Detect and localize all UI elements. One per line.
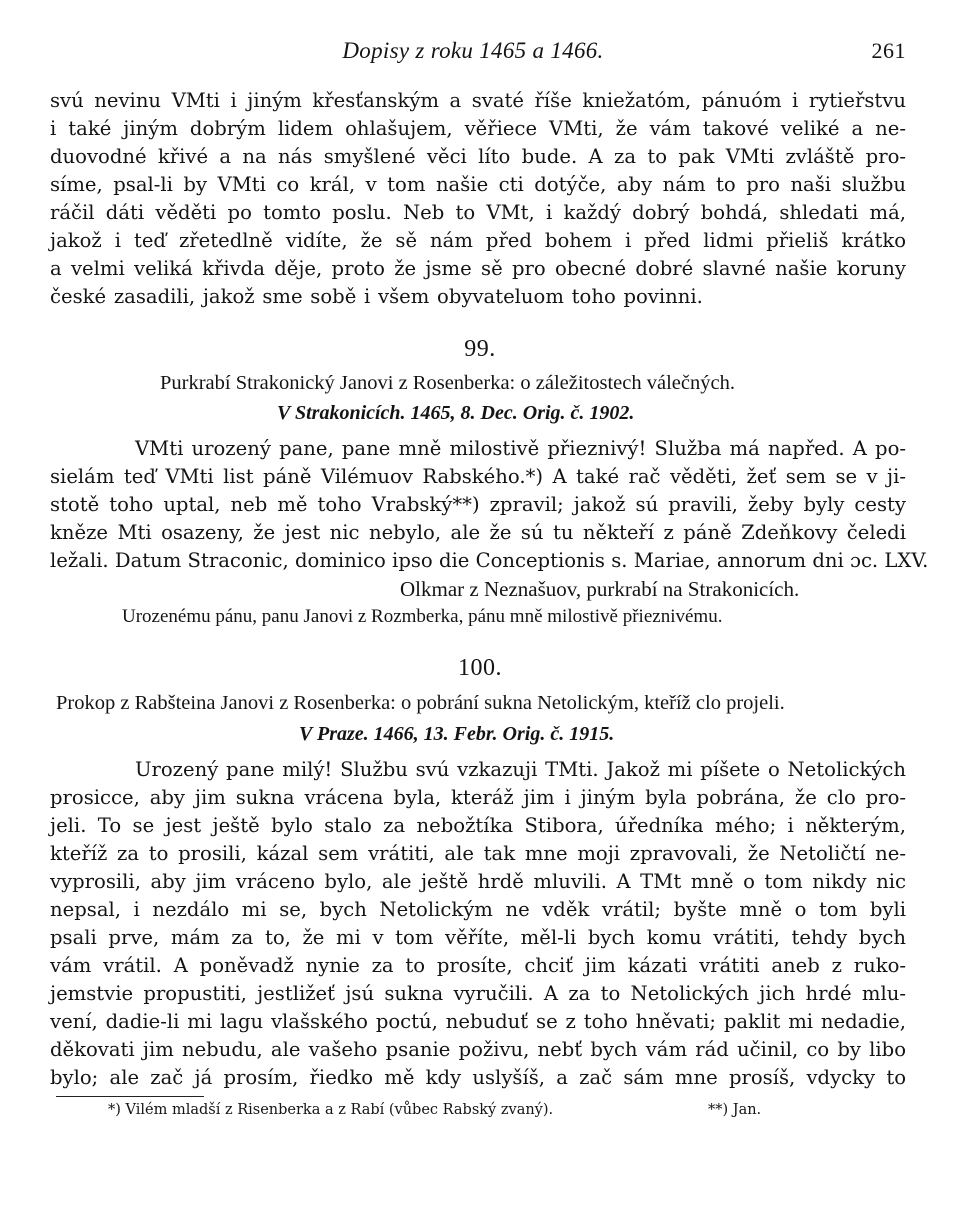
running-title: Dopisy z roku 1465 a 1466. <box>342 38 604 63</box>
letter-100-line: psali prve, mám za to, že mi v tom věříte, měl-li bych komu vrátiti, tehdy bych <box>50 926 906 949</box>
page-number: 261 <box>871 38 906 63</box>
letter-99-address: Urozenému pánu, panu Janovi z Rozmberka, pánu mně milostivě přieznivému. <box>122 606 723 627</box>
intro-line: ráčil dáti věděti po tomto poslu. Neb to VMt, i každý dobrý bohdá, shledati má, <box>50 201 906 224</box>
letter-100-regest: Prokop z Rabšteina Janovi z Rosenberka: o pobrání sukna Netolickým, kteříž clo projeli. <box>56 692 785 714</box>
intro-line: české zasadili, jakož sme sobě i všem obyvateluom toho povinni. <box>50 285 703 308</box>
letter-100-line: Urozený pane milý! Službu svú vzkazuji TMti. Jakož mi píšete o Netolických <box>135 758 906 781</box>
letter-100-line: vám vrátil. A poněvadž nynie za to prosíte, chciť jim kázati vrátiti aneb z ruko- <box>50 954 906 977</box>
letter-99-regest: Purkrabí Strakonický Janovi z Rosenberka: o záležitostech válečných. <box>160 372 735 394</box>
letter-99-line: stotě toho uptal, neb mě toho Vrabský**) zpravil; jakož sú pravili, žeby byly cesty <box>50 493 906 516</box>
letter-100-line: nepsal, i nezdálo mi se, bych Netolickým ne vděk vrátil; byšte mně o tom byli <box>50 898 906 921</box>
letter-100-line: kteříž za to prosili, kázal sem vrátiti, ale tak mne moji zpravovali, že Netoličtí ne- <box>50 842 906 865</box>
intro-line: jakož i teď zřetedlně vidíte, že sě nám před bohem i před lidmi přieliš krátko <box>50 229 906 252</box>
letter-100-line: vyprosili, aby jim vráceno bylo, ale ještě hrdě mluvili. A TMt mně o tom nikdy nic <box>50 870 906 893</box>
intro-line: i také jiným dobrým lidem ohlašujem, věřiece VMti, že vám takové veliké a ne- <box>50 117 906 140</box>
running-head <box>40 38 906 68</box>
intro-line: svú nevinu VMti i jiným křesťanským a svaté říše kniežatóm, pánuóm i rytieřstvu <box>50 89 906 112</box>
intro-line: duovodné křivé a na nás smyšlené věci líto bude. A za to pak VMti zvláště pro- <box>50 145 906 168</box>
footnote-2: **) Jan. <box>708 1102 762 1118</box>
letter-99-line: VMti urozený pane, pane mně milostivě přieznivý! Služba má napřed. A po- <box>135 437 906 460</box>
letter-100-line: děkovati jim nebudu, ale vašeho psanie poživu, nebť bych vám rád učinil, co by libo <box>50 1038 906 1061</box>
letter-100-line: vení, dadie-li mi lagu vlašského poctú, nebuduť se z toho hněvati; paklit mi nedadie, <box>50 1010 906 1033</box>
letter-100-number: 100. <box>458 655 502 681</box>
intro-line: a velmi veliká křivda děje, proto že jsme sě pro obecné dobré slavné našie koruny <box>50 257 906 280</box>
letter-99-signature: Olkmar z Neznašuov, purkrabí na Strakonicích. <box>400 577 800 601</box>
footnote-rule <box>56 1096 204 1097</box>
letter-99-dating: V Strakonicích. 1465, 8. Dec. Orig. č. 1902. <box>277 402 635 424</box>
letter-100-line: prosicce, aby jim sukna vrácena byla, kteráž jim i jiným byla pobrána, že clo pro- <box>50 786 906 809</box>
letter-99-line: ležali. Datum Straconic, dominico ipso die Conceptionis s. Mariae, annorum dni ɔc. LXV. <box>50 549 929 572</box>
letter-100-line: bylo; ale zač já prosím, řiedko mě kdy uslyšíš, a zač sám mne prosíš, vdycky to <box>50 1066 906 1089</box>
intro-line: síme, psal-li by VMti co král, v tom našie cti dotýče, aby nám to pro naši službu <box>50 173 906 196</box>
letter-99-number: 99. <box>464 336 496 362</box>
letter-100-line: jemstvie propustiti, jestližeť jsú sukna vyručili. A za to Netolických jich hrdé mlu- <box>50 982 906 1005</box>
letter-99-line: sielám teď VMti list páně Vilémuov Rabského.*) A také rač věděti, žeť sem se v ji- <box>50 465 906 488</box>
letter-100-line: jeli. To se jest ještě bylo stalo za nebožtíka Stibora, úředníka mého; i některým, <box>50 814 906 837</box>
footnote-1: *) Vilém mladší z Risenberka a z Rabí (vůbec Rabský zvaný). <box>108 1102 554 1118</box>
letter-100-dating: V Praze. 1466, 13. Febr. Orig. č. 1915. <box>299 723 615 745</box>
letter-99-line: kněze Mti osazeny, že jest nic nebylo, ale že sú tu někteří z páně Zdeňkovy čeledi <box>50 521 906 544</box>
